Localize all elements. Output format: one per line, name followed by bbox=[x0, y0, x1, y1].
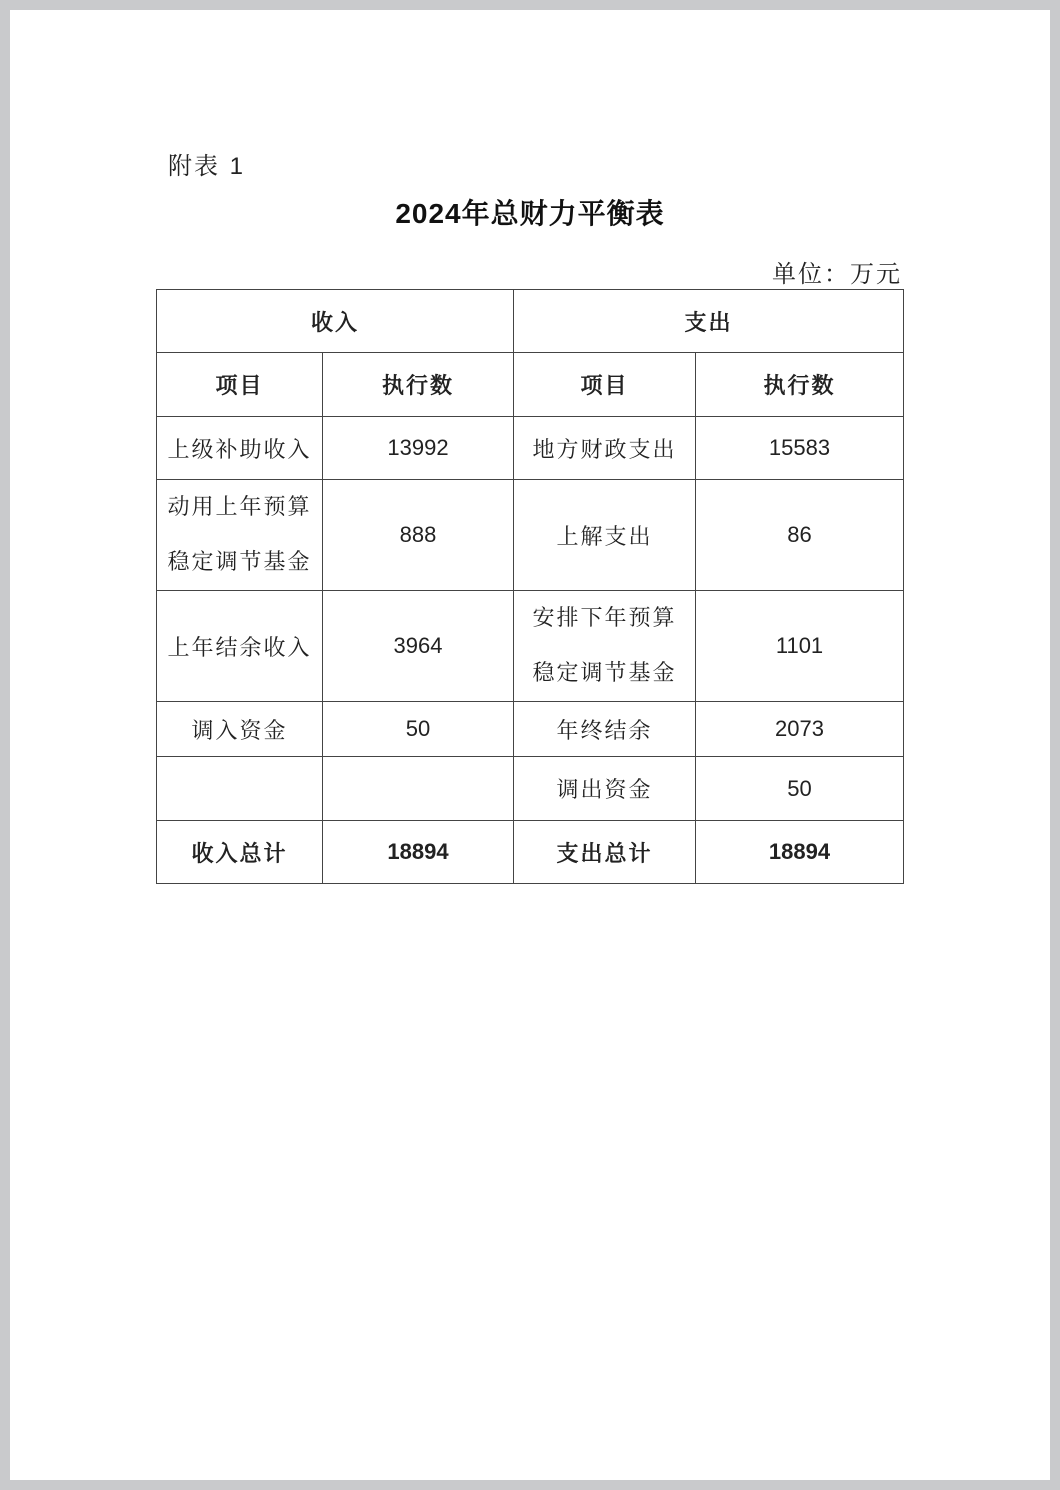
income-total-amount: 18894 bbox=[323, 821, 514, 884]
income-amount-cell bbox=[323, 757, 514, 821]
expense-item-line: 稳定调节基金 bbox=[532, 661, 677, 686]
income-item-cell: 调入资金 bbox=[157, 702, 323, 757]
expense-item-cell: 调出资金 bbox=[514, 757, 696, 821]
income-section-header: 收入 bbox=[157, 290, 514, 353]
unit-label: 单位：万元 bbox=[772, 260, 902, 288]
attachment-label-text: 附表 bbox=[168, 152, 220, 180]
table-row bbox=[157, 591, 904, 702]
title-year: 2024 bbox=[395, 198, 462, 229]
income-amount-cell: 50 bbox=[323, 702, 514, 757]
table-row bbox=[157, 417, 904, 480]
expense-total-label: 支出总计 bbox=[514, 821, 696, 884]
table-row bbox=[157, 702, 904, 757]
income-item-cell: 上级补助收入 bbox=[157, 417, 323, 480]
expense-item-cell bbox=[514, 591, 696, 702]
expense-item-cell: 上解支出 bbox=[514, 480, 696, 591]
table-column-header-row bbox=[157, 353, 904, 417]
table-section-header-row bbox=[157, 290, 904, 353]
expense-amount-cell: 50 bbox=[696, 757, 904, 821]
income-amount-header: 执行数 bbox=[323, 353, 514, 417]
expense-amount-header: 执行数 bbox=[696, 353, 904, 417]
page-title bbox=[0, 192, 1060, 232]
income-total-label: 收入总计 bbox=[157, 821, 323, 884]
expense-total-amount: 18894 bbox=[696, 821, 904, 884]
table-row bbox=[157, 480, 904, 591]
income-item-line: 动用上年预算 bbox=[167, 495, 312, 520]
attachment-number: 1 bbox=[229, 153, 245, 180]
table-total-row bbox=[157, 821, 904, 884]
income-amount-cell: 888 bbox=[323, 480, 514, 591]
title-text: 年总财力平衡表 bbox=[461, 197, 665, 230]
income-amount-cell: 13992 bbox=[323, 417, 514, 480]
attachment-label bbox=[168, 146, 245, 181]
income-item-line: 稳定调节基金 bbox=[167, 550, 312, 575]
expense-section-header: 支出 bbox=[514, 290, 904, 353]
expense-item-line: 安排下年预算 bbox=[532, 606, 677, 631]
expense-item-cell: 地方财政支出 bbox=[514, 417, 696, 480]
income-item-cell bbox=[157, 480, 323, 591]
income-item-cell: 上年结余收入 bbox=[157, 591, 323, 702]
expense-item-header: 项目 bbox=[514, 353, 696, 417]
income-amount-cell: 3964 bbox=[323, 591, 514, 702]
expense-amount-cell: 2073 bbox=[696, 702, 904, 757]
expense-amount-cell: 15583 bbox=[696, 417, 904, 480]
expense-item-cell: 年终结余 bbox=[514, 702, 696, 757]
balance-table bbox=[156, 289, 904, 884]
income-item-header: 项目 bbox=[157, 353, 323, 417]
income-item-cell bbox=[157, 757, 323, 821]
expense-amount-cell: 1101 bbox=[696, 591, 904, 702]
expense-amount-cell: 86 bbox=[696, 480, 904, 591]
table-row bbox=[157, 757, 904, 821]
